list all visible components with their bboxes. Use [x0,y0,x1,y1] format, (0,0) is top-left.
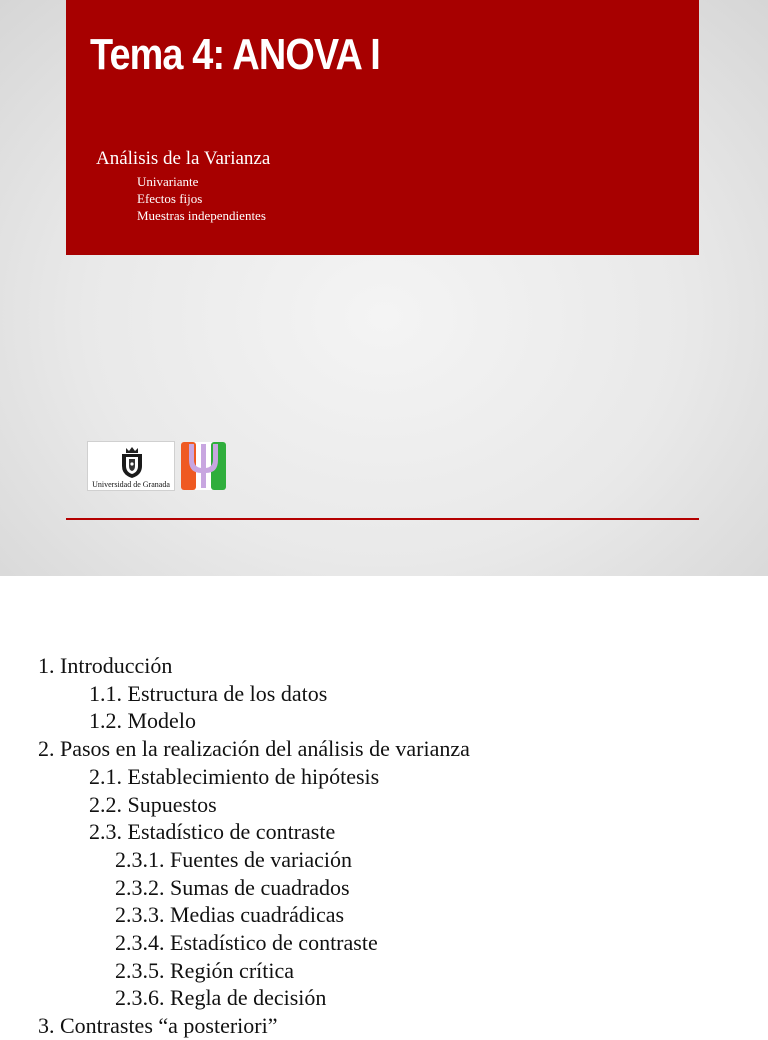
university-logo [87,441,175,491]
divider-line [66,518,699,520]
slide-subtitle: Análisis de la Varianza [96,148,271,169]
toc-item: 2.3.3. Medias cuadrádicas [115,902,345,928]
toc-item: 1.1. Estructura de los datos [89,680,328,706]
toc-item: 2.3. Estadístico de contraste [89,819,336,845]
toc-item: 1. Introducción [38,653,173,678]
coat-of-arms-icon [117,445,147,479]
table-of-contents [38,652,470,1040]
toc-item: 2.3.2. Sumas de cuadrados [115,874,350,900]
subtitle-item: Efectos fijos [137,191,203,206]
university-name: Universidad de Granada [92,480,170,489]
toc-item: 2.3.6. Regla de decisión [115,985,327,1011]
toc-item: 2.1. Establecimiento de hipótesis [89,763,380,789]
toc-item: 2.3.5. Región crítica [115,957,295,983]
title-box [66,0,699,255]
contents-slide [0,576,768,1039]
psychology-psi-logo-icon [181,442,226,490]
toc-item: 3. Contrastes “a posteriori” [38,1013,278,1039]
toc-item: 1.2. Modelo [89,708,196,734]
subtitle-item: Muestras independientes [137,208,266,223]
subtitle-item: Univariante [137,174,199,189]
toc-item: 2.3.4. Estadístico de contraste [115,930,378,956]
subtitle-list [137,173,266,224]
toc-item: 2. Pasos en la realización del análisis de varianza [38,736,470,762]
slide-title: Tema 4: ANOVA I [90,30,380,79]
toc-item: 2.3.1. Fuentes de variación [115,846,353,872]
toc-item: 2.2. Supuestos [89,791,217,817]
